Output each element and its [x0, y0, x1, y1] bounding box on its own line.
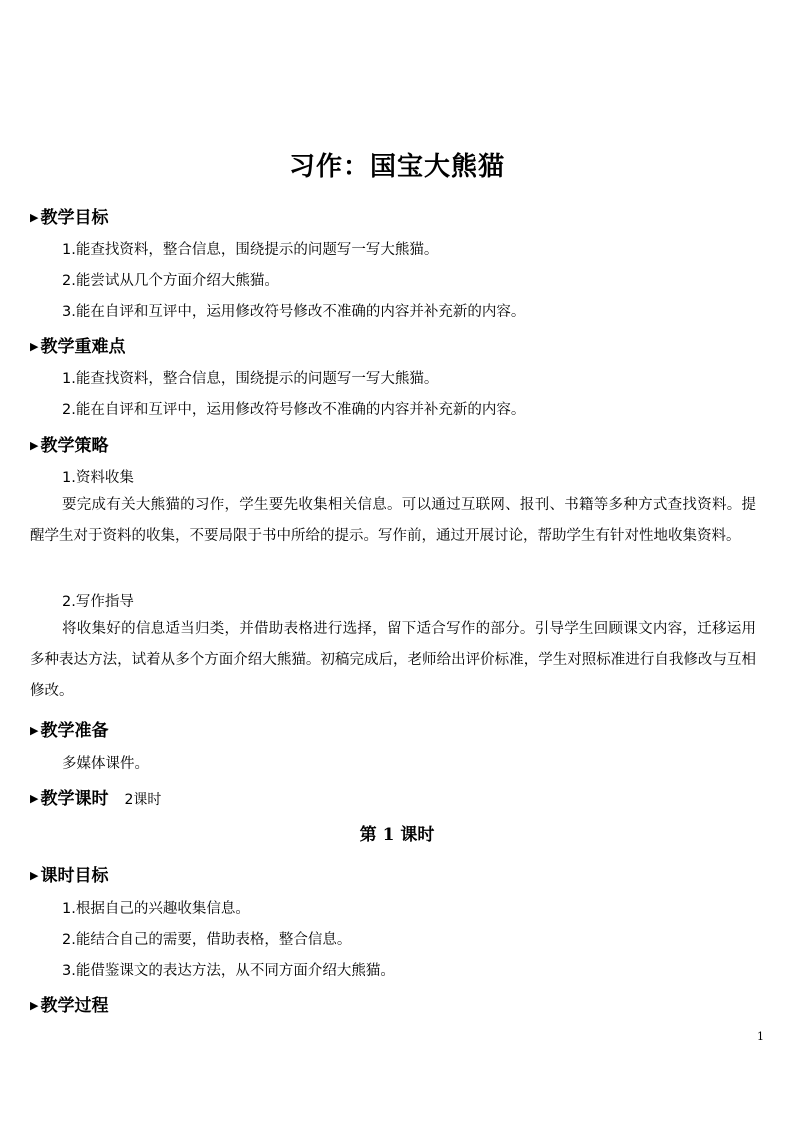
prep-text: 多媒体课件。 [62, 756, 149, 772]
triangle-bullet-icon: ▶ [30, 999, 39, 1012]
strategy-paragraph-1: 要完成有关大熊猫的习作，学生要先收集相关信息。可以通过互联网、报刊、书籍等多种方式查找资料。提醒学生对于资料的收集，不要局限于书中所给的提示。写作前，通过开展讨论，帮助学生有针对性地收集资料。 [30, 497, 756, 544]
section-heading-strategy: ▶ 教学策略 [30, 436, 109, 456]
section-heading-keypoints: ▶ 教学重难点 [30, 337, 126, 357]
section-heading-hours: ▶ 教学课时 2课时 [30, 789, 162, 809]
triangle-bullet-icon: ▶ [30, 211, 39, 224]
triangle-bullet-icon: ▶ [30, 340, 39, 353]
hours-value: 2课时 [124, 792, 162, 808]
lesson-goal-item-2: 2.能结合自己的需要，借助表格，整合信息。 [62, 932, 352, 948]
lesson-goal-item-3: 3.能借鉴课文的表达方法，从不同方面介绍大熊猫。 [62, 963, 395, 979]
goal-item-2: 2.能尝试从几个方面介绍大熊猫。 [62, 273, 279, 289]
triangle-bullet-icon: ▶ [30, 869, 39, 882]
lesson-title: 第 1 课时 [359, 825, 435, 845]
triangle-bullet-icon: ▶ [30, 792, 39, 805]
section-heading-lesson-goals: ▶ 课时目标 [30, 866, 109, 886]
document-title: 习作：国宝大熊猫 [288, 152, 505, 182]
section-heading-goals: ▶ 教学目标 [30, 208, 109, 228]
strategy-subheading-2: 2.写作指导 [62, 594, 134, 610]
keypoint-item-2: 2.能在自评和互评中，运用修改符号修改不准确的内容并补充新的内容。 [62, 402, 526, 418]
goal-item-1: 1.能查找资料，整合信息，围绕提示的问题写一写大熊猫。 [62, 242, 439, 258]
goal-item-3: 3.能在自评和互评中，运用修改符号修改不准确的内容并补充新的内容。 [62, 304, 526, 320]
triangle-bullet-icon: ▶ [30, 439, 39, 452]
keypoint-item-1: 1.能查找资料，整合信息，围绕提示的问题写一写大熊猫。 [62, 371, 439, 387]
page-number: 1 [757, 1030, 764, 1043]
strategy-paragraph-2: 将收集好的信息适当归类，并借助表格进行选择，留下适合写作的部分。引导学生回顾课文内容，迁移运用多种表达方法，试着从多个方面介绍大熊猫。初稿完成后，老师给出评价标准，学生对照标准进行自我修改与互相修改。 [30, 621, 756, 699]
section-heading-process: ▶ 教学过程 [30, 996, 109, 1016]
triangle-bullet-icon: ▶ [30, 724, 39, 737]
lesson-goal-item-1: 1.根据自己的兴趣收集信息。 [62, 901, 250, 917]
strategy-subheading-1: 1.资料收集 [62, 470, 134, 486]
section-heading-prep: ▶ 教学准备 [30, 721, 109, 741]
